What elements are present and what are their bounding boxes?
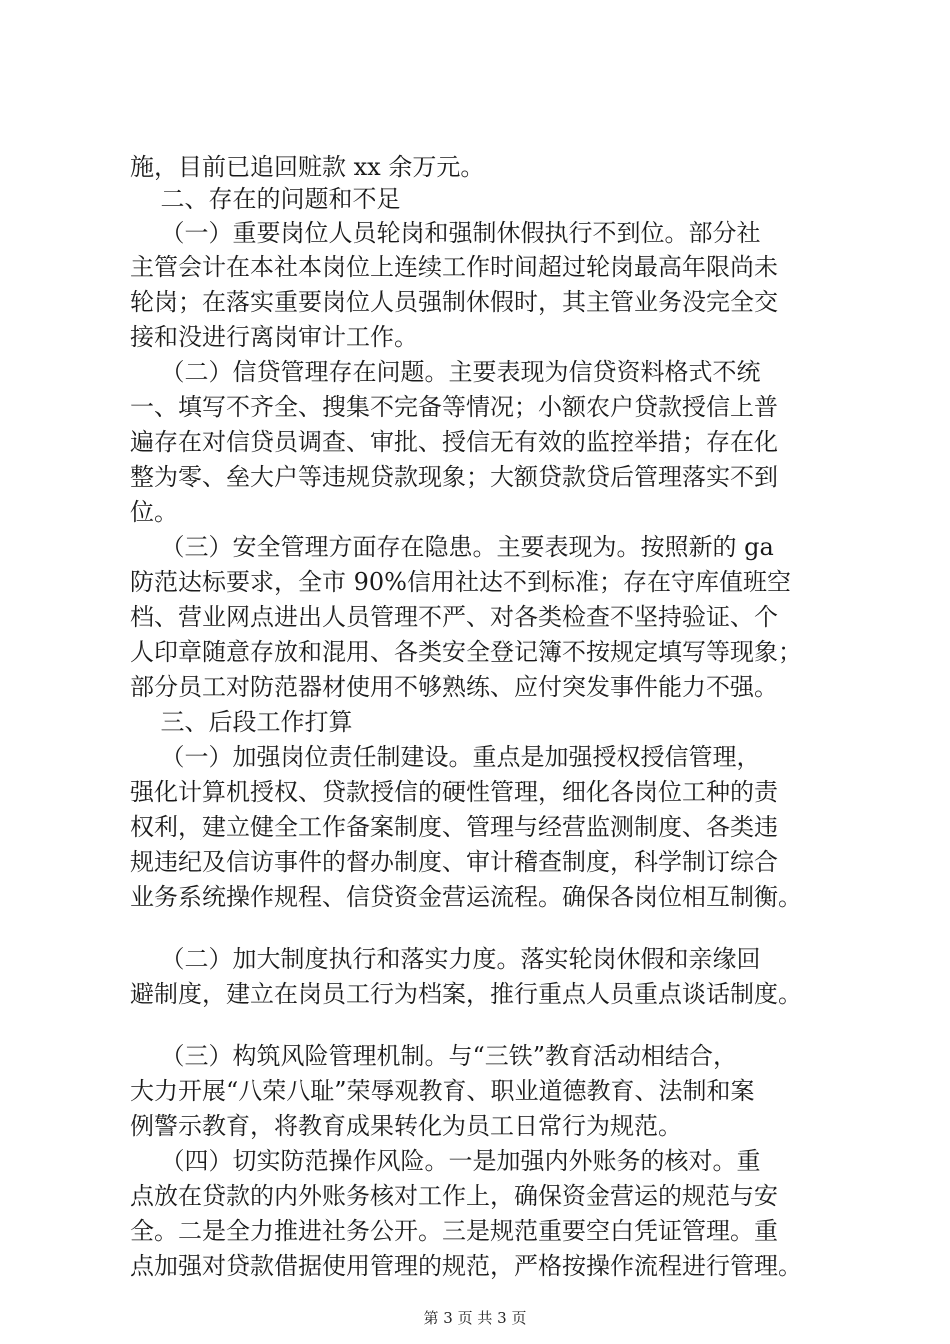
- text-line: 施，目前已追回赃款 xx 余万元。: [130, 153, 485, 181]
- text-line: （二）加大制度执行和落实力度。落实轮岗休假和亲缘回: [130, 945, 761, 973]
- text-line: 权利，建立健全工作备案制度、管理与经营监测制度、各类违: [130, 813, 778, 841]
- text-line: 点放在贷款的内外账务核对工作上，确保资金营运的规范与安: [130, 1182, 778, 1210]
- text-line: 点加强对贷款借据使用管理的规范，严格按操作流程进行管理。: [130, 1252, 802, 1280]
- text-line: 轮岗；在落实重要岗位人员强制休假时，其主管业务没完全交: [130, 288, 778, 316]
- text-line: （三）构筑风险管理机制。与“三铁”教育活动相结合，: [130, 1042, 738, 1070]
- text-line: 避制度，建立在岗员工行为档案，推行重点人员重点谈话制度。: [130, 980, 802, 1008]
- page-footer: 第 3 页 共 3 页: [423, 1309, 527, 1327]
- text-line: 防范达标要求，全市 90%信用社达不到标准；存在守库值班空: [130, 568, 791, 596]
- text-line: （三）安全管理方面存在隐患。主要表现为。按照新的 ga: [130, 533, 774, 561]
- section-heading: 三、后段工作打算: [130, 708, 353, 736]
- text-line: 强化计算机授权、贷款授信的硬性管理，细化各岗位工种的责: [130, 778, 778, 806]
- text-line: 档、营业网点进出人员管理不严、对各类检查不坚持验证、个: [130, 603, 778, 631]
- text-line: 主管会计在本社本岗位上连续工作时间超过轮岗最高年限尚未: [130, 253, 778, 281]
- text-line: 接和没进行离岗审计工作。: [130, 323, 418, 351]
- text-line: 整为零、垒大户等违规贷款现象；大额贷款贷后管理落实不到: [130, 463, 778, 491]
- text-line: （四）切实防范操作风险。一是加强内外账务的核对。重: [130, 1147, 761, 1175]
- text-line: 位。: [130, 498, 178, 526]
- text-line: （一）加强岗位责任制建设。重点是加强授权授信管理，: [130, 743, 761, 771]
- text-line: 规违纪及信访事件的督办制度、审计稽查制度，科学制订综合: [130, 848, 778, 876]
- text-line: （二）信贷管理存在问题。主要表现为信贷资料格式不统: [130, 358, 761, 386]
- section-heading: 二、存在的问题和不足: [130, 185, 401, 213]
- text-line: 大力开展“八荣八耻”荣辱观教育、职业道德教育、法制和案: [130, 1077, 755, 1105]
- text-line: 例警示教育，将教育成果转化为员工日常行为规范。: [130, 1112, 682, 1140]
- text-line: 遍存在对信贷员调查、审批、授信无有效的监控举措；存在化: [130, 428, 778, 456]
- text-line: （一）重要岗位人员轮岗和强制休假执行不到位。部分社: [130, 219, 761, 247]
- text-line: 部分员工对防范器材使用不够熟练、应付突发事件能力不强。: [130, 673, 778, 701]
- text-line: 全。二是全力推进社务公开。三是规范重要空白凭证管理。重: [130, 1217, 778, 1245]
- text-line: 人印章随意存放和混用、各类安全登记簿不按规定填写等现象；: [130, 638, 802, 666]
- text-line: 一、填写不齐全、搜集不完备等情况；小额农户贷款授信上普: [130, 393, 778, 421]
- text-line: 业务系统操作规程、信贷资金营运流程。确保各岗位相互制衡。: [130, 883, 802, 911]
